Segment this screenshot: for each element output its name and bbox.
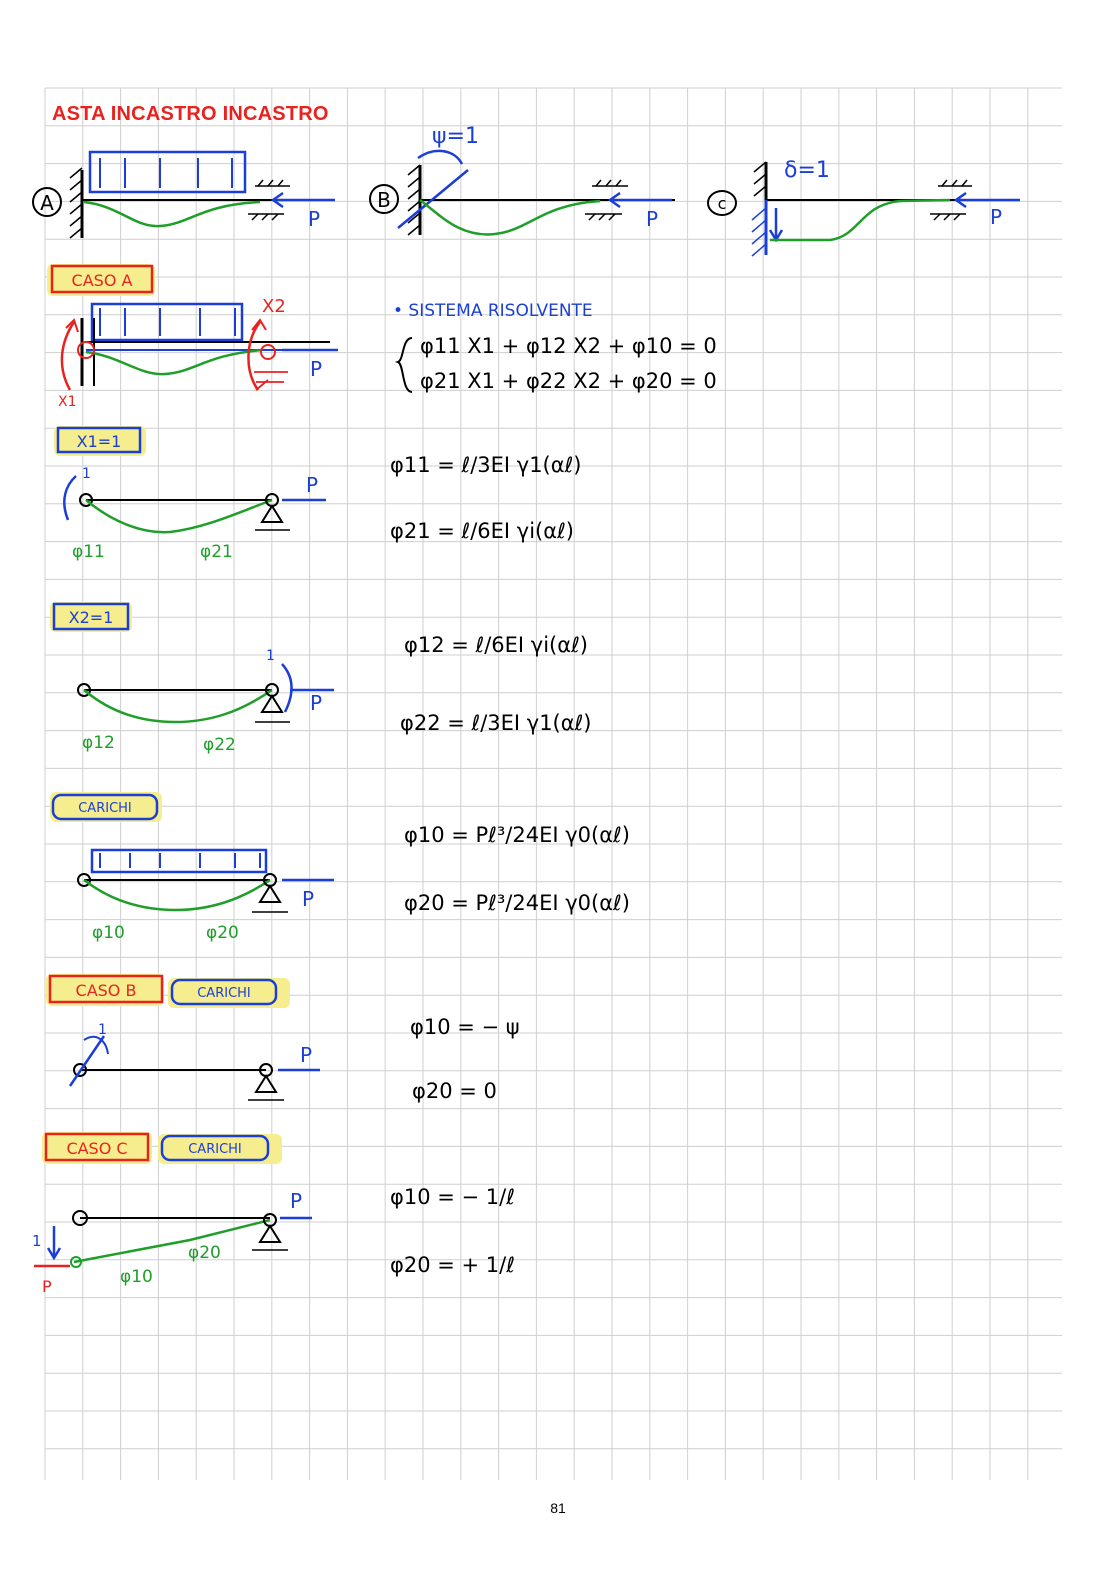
load-label-caso-b: P [300, 1043, 313, 1067]
psi-label: ψ=1 [432, 124, 479, 149]
load-label-caso-a: P [310, 357, 323, 381]
phi12-diagram-label: φ12 [82, 733, 115, 753]
load-label-a: P [308, 207, 321, 231]
diagram-a [33, 152, 335, 238]
caso-c-carichi-tag [158, 1134, 282, 1164]
page-title: ASTA INCASTRO INCASTRO [52, 103, 329, 125]
formula-phi12: φ12 = ℓ/6EI γi(αℓ) [404, 633, 588, 657]
caso-a-tag [47, 264, 155, 296]
phi21-diagram-label: φ21 [200, 542, 233, 562]
caso-b-carichi-tag [168, 978, 290, 1008]
phi20-diagram-label: φ20 [206, 923, 239, 943]
page-number: 81 [550, 1500, 566, 1516]
system-heading: • SISTEMA RISOLVENTE [393, 301, 593, 321]
carichi-tag [50, 792, 162, 822]
diagram-b-label: B [377, 188, 391, 212]
caso-b-rotation-label: 1 [98, 1022, 107, 1038]
caso-c-tag [42, 1132, 152, 1164]
formula-phi21: φ21 = ℓ/6EI γi(αℓ) [390, 519, 574, 543]
caso-b-carichi-label: CARICHI [197, 986, 251, 1001]
caso-c-label: CASO C [66, 1139, 128, 1158]
formula-phi10-load: φ10 = Pℓ³/24EI γ0(αℓ) [404, 823, 630, 847]
x2-diagram [78, 648, 334, 755]
x2-moment-label: 1 [266, 648, 275, 664]
caso-c-diagram [32, 1189, 312, 1296]
load-label-c: P [990, 205, 1003, 229]
x1-reaction-label: X1 [58, 394, 77, 410]
x1-diagram [64, 466, 326, 562]
caso-c-displacement-label: 1 [32, 1232, 42, 1250]
carichi-diagram [78, 850, 334, 943]
phi22-diagram-label: φ22 [203, 735, 236, 755]
caso-c-carichi-label: CARICHI [188, 1142, 242, 1157]
diagram-a-label: A [40, 191, 54, 215]
caso-c-phi10-label: φ10 [120, 1267, 153, 1287]
x2-tag [50, 602, 132, 632]
caso-a-label: CASO A [71, 271, 133, 290]
caso-b-diagram [70, 1022, 320, 1100]
x2-reaction-label: X2 [262, 296, 286, 317]
carichi-tag-label: CARICHI [78, 801, 132, 816]
delta-label: δ=1 [784, 158, 830, 183]
load-label-caso-c: P [290, 1189, 303, 1213]
load-label-x2: P [310, 691, 323, 715]
system-equation-2: φ21 X1 + φ22 X2 + φ20 = 0 [420, 369, 717, 393]
diagram-b [370, 124, 675, 235]
formula-phi20-c: φ20 = + 1/ℓ [390, 1253, 515, 1277]
phi10-diagram-label: φ10 [92, 923, 125, 943]
formula-phi10-c: φ10 = − 1/ℓ [390, 1185, 515, 1209]
caso-b-label: CASO B [75, 981, 137, 1000]
load-label-x1: P [306, 473, 319, 497]
equation-brace [398, 338, 412, 392]
phi11-diagram-label: φ11 [72, 542, 105, 562]
formula-phi22: φ22 = ℓ/3EI γ1(αℓ) [400, 711, 592, 735]
x1-tag-label: X1=1 [76, 432, 122, 451]
x2-tag-label: X2=1 [68, 608, 114, 627]
load-label-carichi: P [302, 887, 315, 911]
caso-c-phi20-label: φ20 [188, 1243, 221, 1263]
formula-phi11: φ11 = ℓ/3EI γ1(αℓ) [390, 453, 582, 477]
formula-phi20-b: φ20 = 0 [412, 1079, 497, 1103]
caso-b-tag [46, 974, 164, 1006]
x1-moment-label: 1 [82, 466, 91, 482]
x1-tag [54, 426, 146, 456]
load-label-b: P [646, 207, 659, 231]
formula-phi20-load: φ20 = Pℓ³/24EI γ0(αℓ) [404, 891, 630, 915]
diagram-c [708, 158, 1020, 256]
system-equation-1: φ11 X1 + φ12 X2 + φ10 = 0 [420, 334, 717, 358]
grid-background [45, 88, 1062, 1480]
diagram-c-label: c [717, 194, 727, 213]
caso-c-red-load-label: P [42, 1277, 52, 1296]
formula-phi10-b: φ10 = − ψ [410, 1015, 520, 1039]
